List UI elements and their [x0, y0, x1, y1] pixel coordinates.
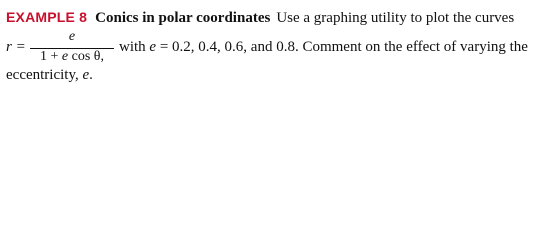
e-variable: e — [149, 39, 157, 55]
fraction-numerator: e — [68, 29, 76, 44]
with-text: with — [119, 39, 150, 55]
last-line-var: e — [82, 67, 90, 83]
formula-fraction — [28, 30, 116, 64]
formula-line — [6, 30, 546, 64]
formula-lhs: r = — [6, 39, 26, 55]
denominator-prefix: 1 + — [40, 49, 59, 64]
example-box — [0, 0, 550, 86]
example-title: Conics in polar coordinates — [95, 10, 271, 26]
last-line — [6, 66, 93, 84]
last-line-prefix: eccentricity, — [6, 67, 83, 83]
example-intro: Use a graphing utility to plot the curves — [276, 10, 515, 26]
denominator-var: e — [61, 49, 69, 64]
example-header-line — [6, 8, 514, 27]
fraction-denominator — [28, 49, 116, 65]
last-line-suffix: . — [89, 67, 93, 83]
formula-comma: , — [100, 49, 104, 64]
values-text: = 0.2, 0.4, 0.6, and 0.8. Comment on the effect of varying the — [156, 39, 528, 55]
example-label: EXAMPLE 8 — [6, 9, 88, 25]
denominator-suffix: cos θ — [71, 49, 101, 64]
formula-line-text — [119, 39, 528, 56]
